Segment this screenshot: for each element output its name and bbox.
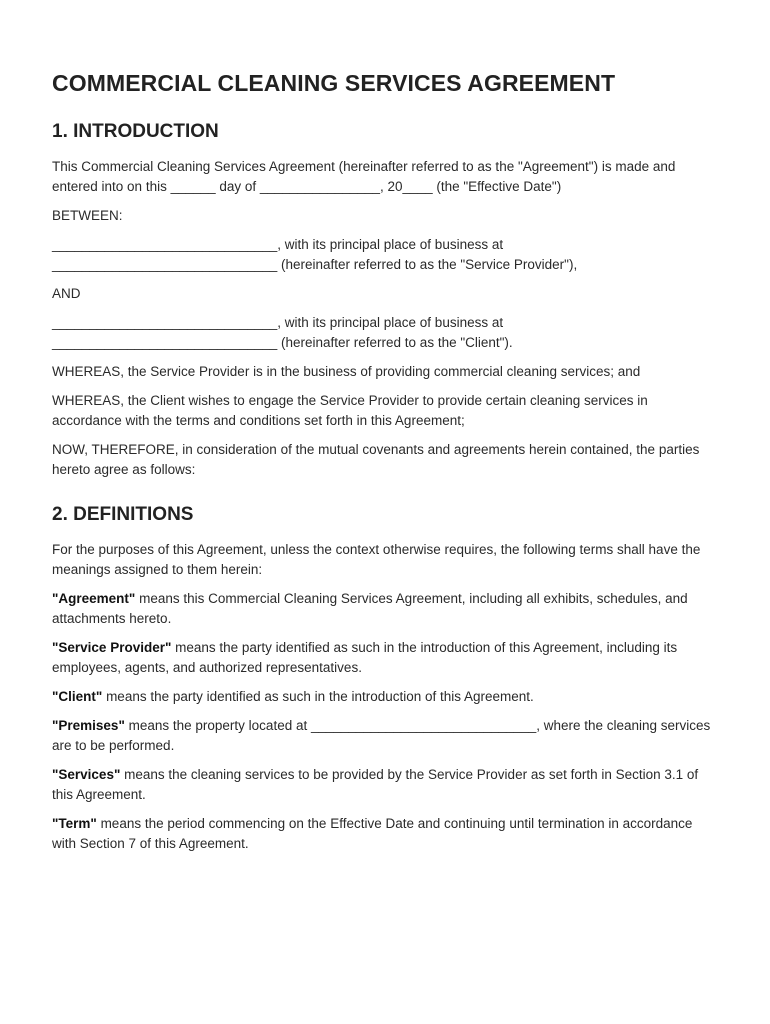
definitions-intro: For the purposes of this Agreement, unless the context otherwise requires, the following terms shall have the meanings assigned to them herein: [52, 542, 701, 577]
definition-term: "Service Provider" [52, 640, 172, 655]
definition-text: means the cleaning services to be provided by the Service Provider as set forth in Section 3.1 of this Agreement. [52, 767, 699, 802]
definition-text: means the period commencing on the Effective Date and continuing until termination in accordance with Section 7 of this Agreement. [52, 816, 693, 851]
document-title: COMMERCIAL CLEANING SERVICES AGREEMENT [52, 70, 616, 96]
section-heading-definitions: 2. DEFINITIONS [52, 504, 194, 525]
definition-term: "Client" [52, 689, 103, 704]
intro-paragraph-whereas-client: WHEREAS, the Client wishes to engage the Service Provider to provide certain cleaning services in accordance with the terms and conditions set forth in this Agreement; [52, 393, 648, 428]
definition-text: means the party identified as such in the introduction of this Agreement. [102, 689, 534, 704]
intro-paragraph-client: ______________________________, with its principal place of business at ______________________________ (hereinafter referred to as the "Client"). [52, 315, 513, 350]
definition-term: "Premises" [52, 718, 125, 733]
definition-client [52, 687, 718, 707]
definition-term: "Agreement" [52, 591, 136, 606]
definition-term: "Term" [52, 816, 97, 831]
definition-text: means the property located at ______________________________, where the cleaning services are to be performed. [52, 718, 711, 753]
definition-term-period [52, 814, 718, 854]
intro-paragraph-service-provider: ______________________________, with its principal place of business at ______________________________ (hereinafter referred to as the "Service Provider"), [52, 237, 578, 272]
intro-paragraph-effective-date: This Commercial Cleaning Services Agreement (hereinafter referred to as the "Agreement") is made and entered into on this ______ day of ________________, 20____ (the "Effective Date") [52, 159, 676, 194]
definition-services [52, 765, 718, 805]
definition-term: "Services" [52, 767, 121, 782]
section-heading-introduction: 1. INTRODUCTION [52, 121, 219, 142]
definition-text: means this Commercial Cleaning Services Agreement, including all exhibits, schedules, and attachments hereto. [52, 591, 688, 626]
intro-paragraph-between: BETWEEN: [52, 208, 123, 223]
definition-service-provider [52, 638, 718, 678]
definition-text: means the party identified as such in the introduction of this Agreement, including its employees, agents, and authorized representatives. [52, 640, 678, 675]
intro-paragraph-and: AND [52, 286, 81, 301]
definition-premises [52, 716, 718, 756]
intro-paragraph-whereas-provider: WHEREAS, the Service Provider is in the business of providing commercial cleaning services; and [52, 364, 641, 379]
intro-paragraph-now-therefore: NOW, THEREFORE, in consideration of the mutual covenants and agreements herein contained, the parties hereto agree as follows: [52, 442, 700, 477]
definition-agreement [52, 589, 718, 629]
